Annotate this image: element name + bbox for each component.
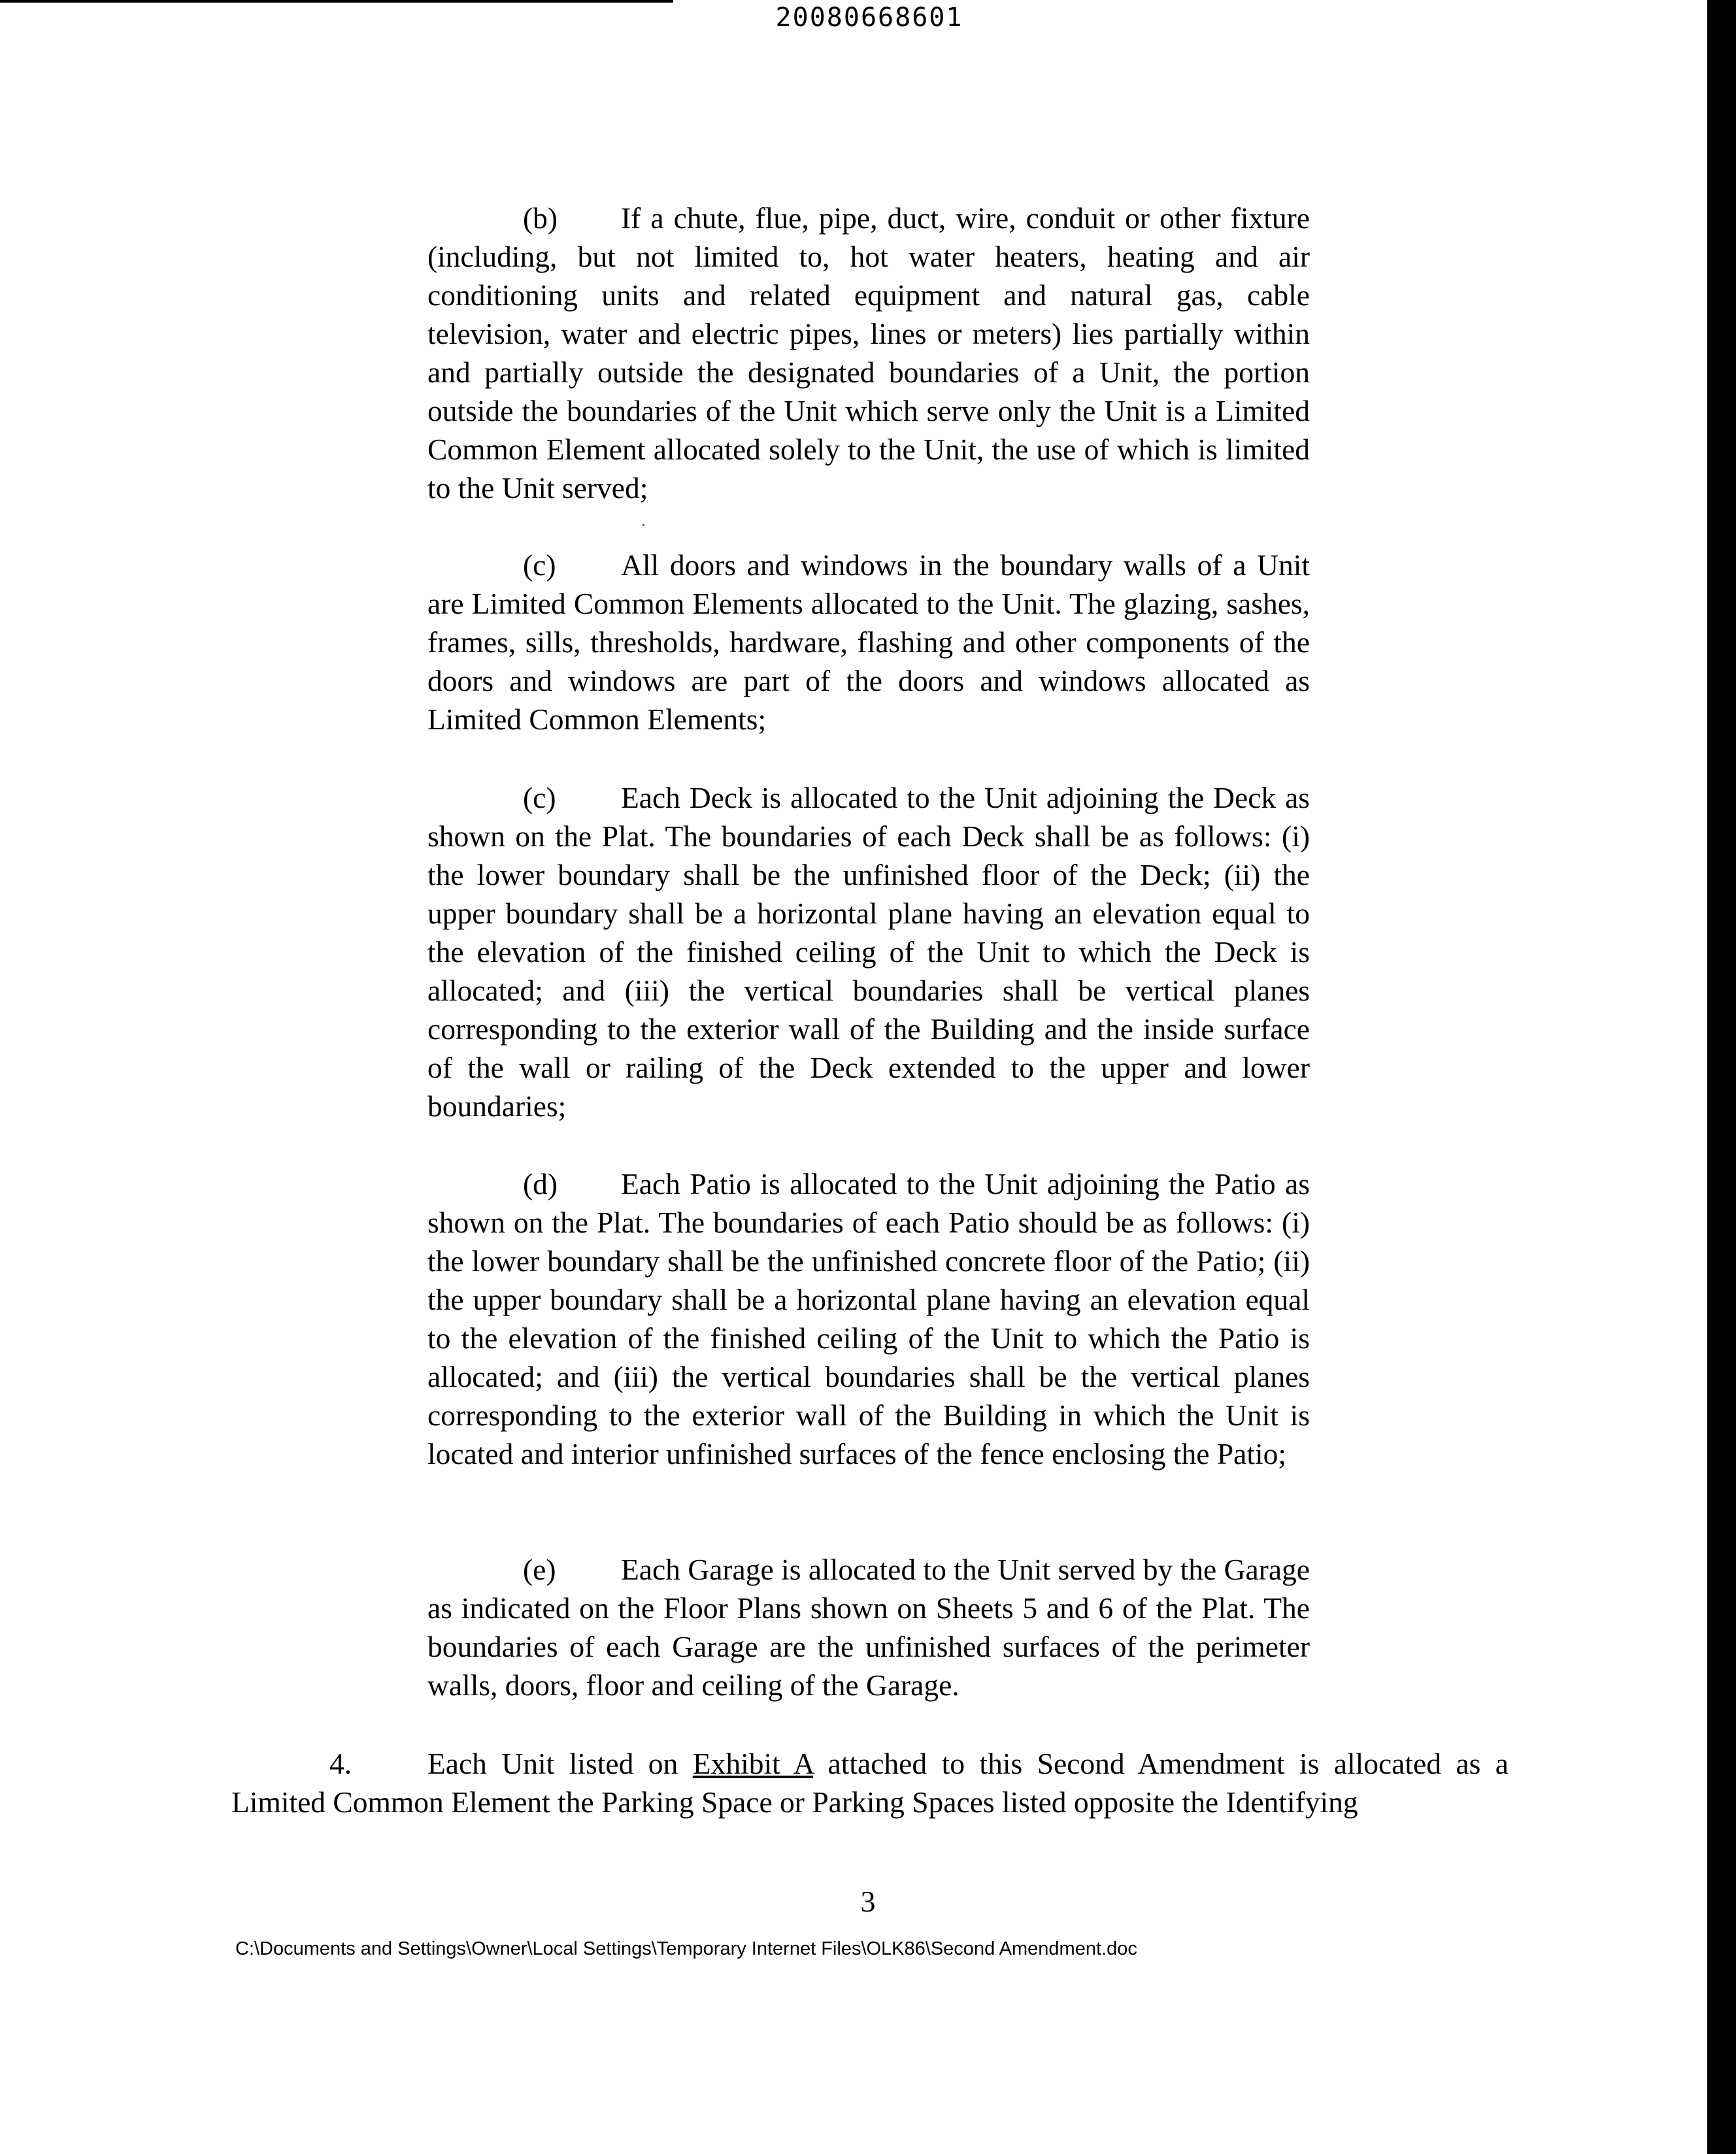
document-number: 20080668601 [775, 3, 963, 33]
subparagraph-text: If a chute, flue, pipe, duct, wire, conduit or other fixture (including, but not limited to, hot water heaters, heating and air conditioning units and related equipment and natural gas, cable television, water and electric pipes, lines or meters) lies partially within and partially outside the designated boundaries of a Unit, the portion outside the boundaries of the Unit which serve only the Unit is a Limited Common Element allocated solely to the Unit, the use of which is limited to the Unit served; [427, 201, 1310, 505]
scan-right-edge [1707, 0, 1736, 2154]
paragraph-text: attached to this Second Amendment is allocated as a Limited Common Element the Parking Space or Parking Spaces listed opposite the Identifying [231, 1747, 1509, 1819]
page-number: 3 [860, 1885, 876, 1918]
subparagraph-text: All doors and windows in the boundary walls of a Unit are Limited Common Elements allocated to the Unit. The glazing, sashes, frames, sills, thresholds, hardware, flashing and other components of the doors and windows are part of the doors and windows allocated as Limited Common Elements; [427, 548, 1310, 736]
subparagraph-b [427, 199, 1310, 507]
subparagraph-text: Each Garage is allocated to the Unit served by the Garage as indicated on the Floor Plans shown on Sheets 5 and 6 of the Plat. The boundaries of each Garage are the unfinished surfaces of the perimeter walls, doors, floor and ceiling of the Garage. [427, 1553, 1310, 1702]
paragraph-4 [231, 1744, 1509, 1821]
paragraph-text: Each Unit listed on [427, 1747, 693, 1780]
paragraph-number: 4. [329, 1747, 352, 1780]
footer-file-path: C:\Documents and Settings\Owner\Local Settings\Temporary Internet Files\OLK86\Second Amendment.doc [235, 1938, 1137, 1959]
subparagraph-c-doors-windows [427, 546, 1310, 738]
exhibit-a-reference: Exhibit A [692, 1747, 814, 1780]
scan-top-rule [0, 0, 673, 3]
subparagraph-e [427, 1550, 1310, 1704]
subparagraph-marker: (c) [523, 548, 556, 582]
subparagraph-d [427, 1165, 1310, 1473]
subparagraph-text: Each Patio is allocated to the Unit adjoining the Patio as shown on the Plat. The boundaries of each Patio should be as follows: (i) the lower boundary shall be the unfinished concrete floor of the Patio; (ii) the upper boundary shall be a horizontal plane having an elevation equal to the elevation of the finished ceiling of the Unit to which the Patio is allocated; and (iii) the vertical boundaries shall be the vertical planes corresponding to the exterior wall of the Building in which the Unit is located and interior unfinished surfaces of the fence enclosing the Patio; [427, 1167, 1310, 1470]
subparagraph-c-deck [427, 778, 1310, 1125]
subparagraph-text: Each Deck is allocated to the Unit adjoining the Deck as shown on the Plat. The boundaries of each Deck shall be as follows: (i) the lower boundary shall be the unfinished floor of the Deck; (ii) the upper boundary shall be a horizontal plane having an elevation equal to the elevation of the finished ceiling of the Unit to which the Deck is allocated; and (iii) the vertical boundaries shall be vertical planes corresponding to the exterior wall of the Building and the inside surface of the wall or railing of the Deck extended to the upper and lower boundaries; [427, 781, 1310, 1123]
subparagraph-marker: (b) [523, 201, 558, 235]
subparagraph-marker: (d) [523, 1167, 558, 1201]
subparagraph-marker: (c) [523, 781, 556, 814]
scan-speck [643, 524, 644, 526]
subparagraph-marker: (e) [523, 1553, 556, 1586]
